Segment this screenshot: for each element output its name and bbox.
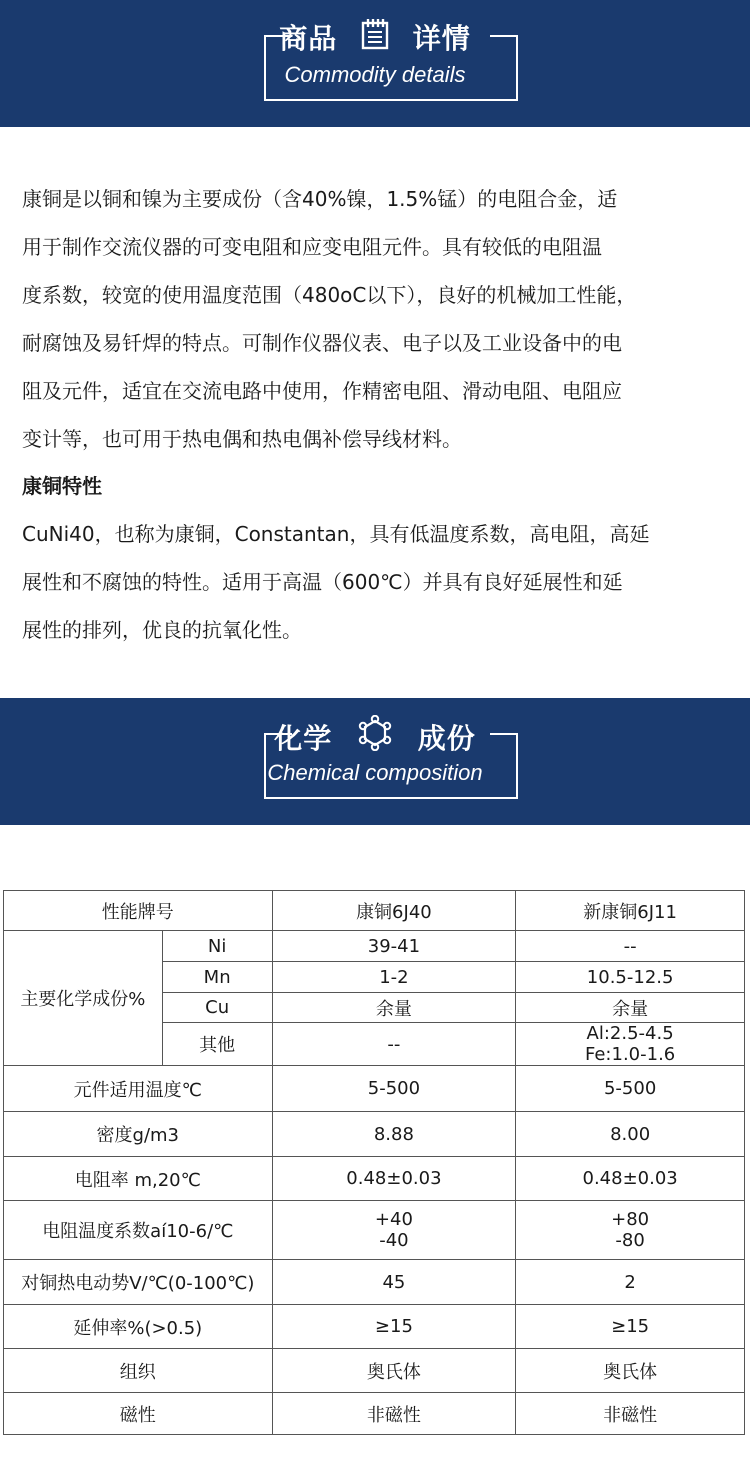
- table-header-row: [4, 891, 745, 931]
- banner-title-right: 成份: [417, 721, 476, 755]
- value-cell: 39-41: [272, 931, 516, 962]
- intro-line: 变计等，也可用于热电偶和热电偶补偿导线材料。: [22, 427, 462, 451]
- features-paragraph: [22, 510, 742, 654]
- value-cell: 45: [272, 1260, 516, 1305]
- value-line: -80: [615, 1230, 645, 1251]
- value-line: Fe:1.0-1.6: [584, 1044, 676, 1065]
- element-cell: Mn: [162, 962, 272, 993]
- table-row: [4, 1112, 745, 1157]
- value-cell: [516, 1023, 745, 1066]
- header-col1: 康铜6J40: [272, 891, 516, 931]
- value-cell: 余量: [272, 993, 516, 1023]
- features-line: 展性和不腐蚀的特性。适用于高温（600℃）并具有良好延展性和延: [22, 570, 623, 594]
- value-cell: 非磁性: [516, 1393, 745, 1435]
- intro-line: 康铜是以铜和镍为主要成份（含40%镍，1.5%锰）的电阻合金，适: [22, 187, 618, 211]
- value-cell: ≥15: [272, 1305, 516, 1349]
- intro-line: 度系数，较宽的使用温度范围（480oC以下），良好的机械加工性能，: [22, 283, 637, 307]
- element-cell: Ni: [162, 931, 272, 962]
- value-cell: 2: [516, 1260, 745, 1305]
- value-line: +40: [374, 1209, 413, 1230]
- value-cell: 奥氏体: [516, 1349, 745, 1393]
- notepad-icon: [360, 18, 390, 57]
- banner-title-left: 商品: [279, 22, 338, 55]
- intro-line: 阻及元件，适宜在交流电路中使用，作精密电阻、滑动电阻、电阻应: [22, 379, 622, 403]
- row-label: 元件适用温度℃: [4, 1066, 273, 1112]
- value-cell: 8.00: [516, 1112, 745, 1157]
- row-label: 电阻率 m,20℃: [4, 1157, 273, 1201]
- value-line: -40: [379, 1230, 409, 1251]
- value-line: +80: [611, 1209, 650, 1230]
- banner-title: [0, 715, 750, 758]
- value-cell: 非磁性: [272, 1393, 516, 1435]
- table-row: [4, 1393, 745, 1435]
- value-cell: [516, 1201, 745, 1260]
- value-cell: --: [272, 1023, 516, 1066]
- table-row: [4, 1260, 745, 1305]
- intro-line: 用于制作交流仪器的可变电阻和应变电阻元件。具有较低的电阻温: [22, 235, 602, 259]
- table-row: [4, 1157, 745, 1201]
- element-cell: 其他: [162, 1023, 272, 1066]
- value-cell: 5-500: [272, 1066, 516, 1112]
- value-cell: --: [516, 931, 745, 962]
- banner-title: [0, 17, 750, 57]
- row-label: 延伸率%(>0.5): [4, 1305, 273, 1349]
- features-line: CuNi40，也称为康铜，Constantan，具有低温度系数，高电阻，高延: [22, 522, 650, 546]
- value-cell: 0.48±0.03: [516, 1157, 745, 1201]
- value-cell: ≥15: [516, 1305, 745, 1349]
- value-cell: 1-2: [272, 962, 516, 993]
- banner-title-right: 详情: [412, 22, 471, 55]
- composition-label: 主要化学成份%: [4, 931, 163, 1066]
- row-label: 电阻温度系数aí10-6/℃: [4, 1201, 273, 1260]
- element-cell: Cu: [162, 993, 272, 1023]
- row-label: 密度g/m3: [4, 1112, 273, 1157]
- spec-table: [3, 890, 745, 1435]
- value-cell: 0.48±0.03: [272, 1157, 516, 1201]
- table-row: [4, 1305, 745, 1349]
- row-label: 对铜热电动势V/℃(0-100℃): [4, 1260, 273, 1305]
- table-row: [4, 931, 745, 962]
- banner-subtitle: Chemical composition: [267, 760, 483, 785]
- intro-paragraph: [22, 175, 742, 463]
- header-label: 性能牌号: [4, 891, 273, 931]
- banner-title-left: 化学: [274, 721, 333, 755]
- value-cell: 10.5-12.5: [516, 962, 745, 993]
- value-cell: [272, 1201, 516, 1260]
- banner-subtitle: Commodity details: [284, 62, 466, 87]
- value-cell: 8.88: [272, 1112, 516, 1157]
- value-cell: 余量: [516, 993, 745, 1023]
- commodity-details-banner: [0, 0, 750, 127]
- features-line: 展性的排列，优良的抗氧化性。: [22, 618, 302, 642]
- value-cell: 5-500: [516, 1066, 745, 1112]
- table-row: [4, 1349, 745, 1393]
- header-col2: 新康铜6J11: [516, 891, 745, 931]
- value-line: Al:2.5-4.5: [586, 1023, 674, 1044]
- table-row: [4, 1201, 745, 1260]
- table-row: [4, 1066, 745, 1112]
- intro-line: 耐腐蚀及易钎焊的特点。可制作仪器仪表、电子以及工业设备中的电: [22, 331, 622, 355]
- molecule-icon: [355, 715, 395, 758]
- features-heading: 康铜特性: [22, 474, 102, 498]
- row-label: 组织: [4, 1349, 273, 1393]
- row-label: 磁性: [4, 1393, 273, 1435]
- value-cell: 奥氏体: [272, 1349, 516, 1393]
